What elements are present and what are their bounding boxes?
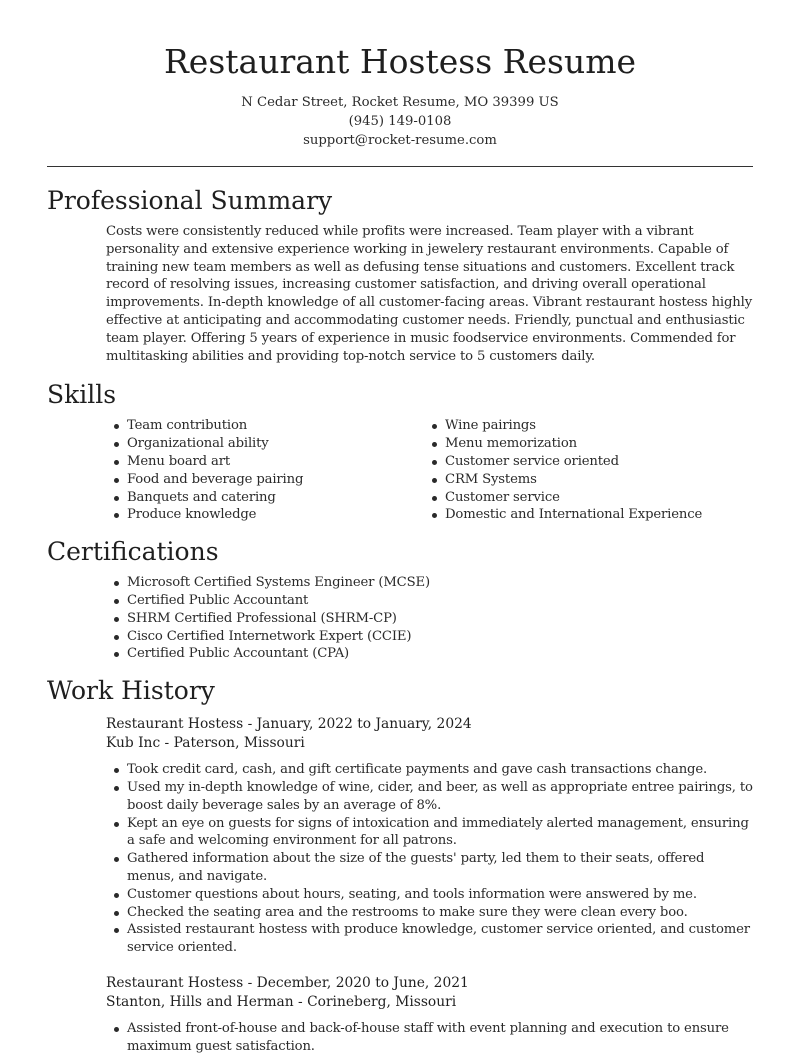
- job-bullets: [106, 1020, 753, 1056]
- job-bullet: Checked the seating area and the restrooms to make sure they were clean every boo.: [106, 904, 753, 922]
- job-company-location: Stanton, Hills and Herman - Corineberg, Missouri: [106, 993, 457, 1010]
- skills-column-right: [424, 417, 742, 524]
- job-bullet: Customer questions about hours, seating, and tools information were answered by me.: [106, 886, 753, 904]
- job-title-dates: Restaurant Hostess - January, 2022 to January, 2024: [106, 716, 472, 733]
- skill-item: Organizational ability: [106, 435, 424, 453]
- skill-item: Customer service: [424, 489, 742, 507]
- certification-item: Certified Public Accountant (CPA): [106, 645, 753, 663]
- header-divider: [47, 166, 753, 167]
- job-bullet: Took credit card, cash, and gift certificate payments and gave cash transactions change.: [106, 761, 753, 779]
- job-entry: [106, 715, 753, 957]
- contact-phone: (945) 149-0108: [348, 114, 452, 129]
- skills-list: [106, 417, 753, 524]
- skill-item: Banquets and catering: [106, 489, 424, 507]
- resume-title: Restaurant Hostess Resume: [163, 42, 637, 81]
- skill-item: Domestic and International Experience: [424, 506, 742, 524]
- work-history-heading: Work History: [47, 676, 215, 706]
- job-bullet: Assisted restaurant hostess with produce knowledge, customer service oriented, and customer service oriented.: [106, 921, 753, 957]
- skill-item: Menu board art: [106, 453, 424, 471]
- skill-item: Produce knowledge: [106, 506, 424, 524]
- skill-item: CRM Systems: [424, 471, 742, 489]
- job-entry: [106, 974, 753, 1056]
- certification-item: SHRM Certified Professional (SHRM-CP): [106, 610, 753, 628]
- job-bullet: Used my in-depth knowledge of wine, cider, and beer, as well as appropriate entree pairings, to boost daily beverage sales by an average of 8%.: [106, 779, 753, 815]
- contact-email: support@rocket-resume.com: [303, 133, 497, 148]
- certification-item: Microsoft Certified Systems Engineer (MCSE): [106, 574, 753, 592]
- certifications-heading: Certifications: [47, 537, 219, 567]
- job-bullet: Gathered information about the size of the guests' party, led them to their seats, offered menus, and navigate.: [106, 850, 753, 886]
- skills-heading: Skills: [47, 380, 117, 410]
- contact-address: N Cedar Street, Rocket Resume, MO 39399 US: [241, 95, 559, 110]
- skill-item: Menu memorization: [424, 435, 742, 453]
- job-company-location: Kub Inc - Paterson, Missouri: [106, 735, 305, 752]
- contact-info: [0, 93, 800, 150]
- certification-item: Cisco Certified Internetwork Expert (CCIE): [106, 628, 753, 646]
- job-bullet: Assisted front-of-house and back-of-house staff with event planning and execution to ensure maximum guest satisfaction.: [106, 1020, 753, 1056]
- resume-header: [0, 0, 800, 150]
- skill-item: Wine pairings: [424, 417, 742, 435]
- summary-text: Costs were consistently reduced while profits were increased. Team player with a vibrant personality and extensive experience working in jewelery restaurant environments. Capable of training new team members as well as defusing tense situations and customers. Excellent track record of resolving issues, increasing customer satisfaction, and driving overall operational improvements. In-depth knowledge of all customer-facing areas. Vibrant restaurant hostess highly effective at anticipating and accommodating customer needs. Friendly, punctual and enthusiastic team player. Offering 5 years of experience in music foodservice environments. Commended for multitasking abilities and providing top-notch service to 5 customers daily.: [106, 224, 753, 364]
- certifications-list: [106, 574, 753, 663]
- summary-heading: Professional Summary: [47, 186, 333, 215]
- skills-column-left: [106, 417, 424, 524]
- certification-item: Certified Public Accountant: [106, 592, 753, 610]
- skill-item: Food and beverage pairing: [106, 471, 424, 489]
- job-bullet: Kept an eye on guests for signs of intoxication and immediately alerted management, ensuring a safe and welcoming environment for all patrons.: [106, 815, 753, 851]
- job-bullets: [106, 761, 753, 957]
- skill-item: Customer service oriented: [424, 453, 742, 471]
- job-title-dates: Restaurant Hostess - December, 2020 to June, 2021: [106, 974, 469, 991]
- skill-item: Team contribution: [106, 417, 424, 435]
